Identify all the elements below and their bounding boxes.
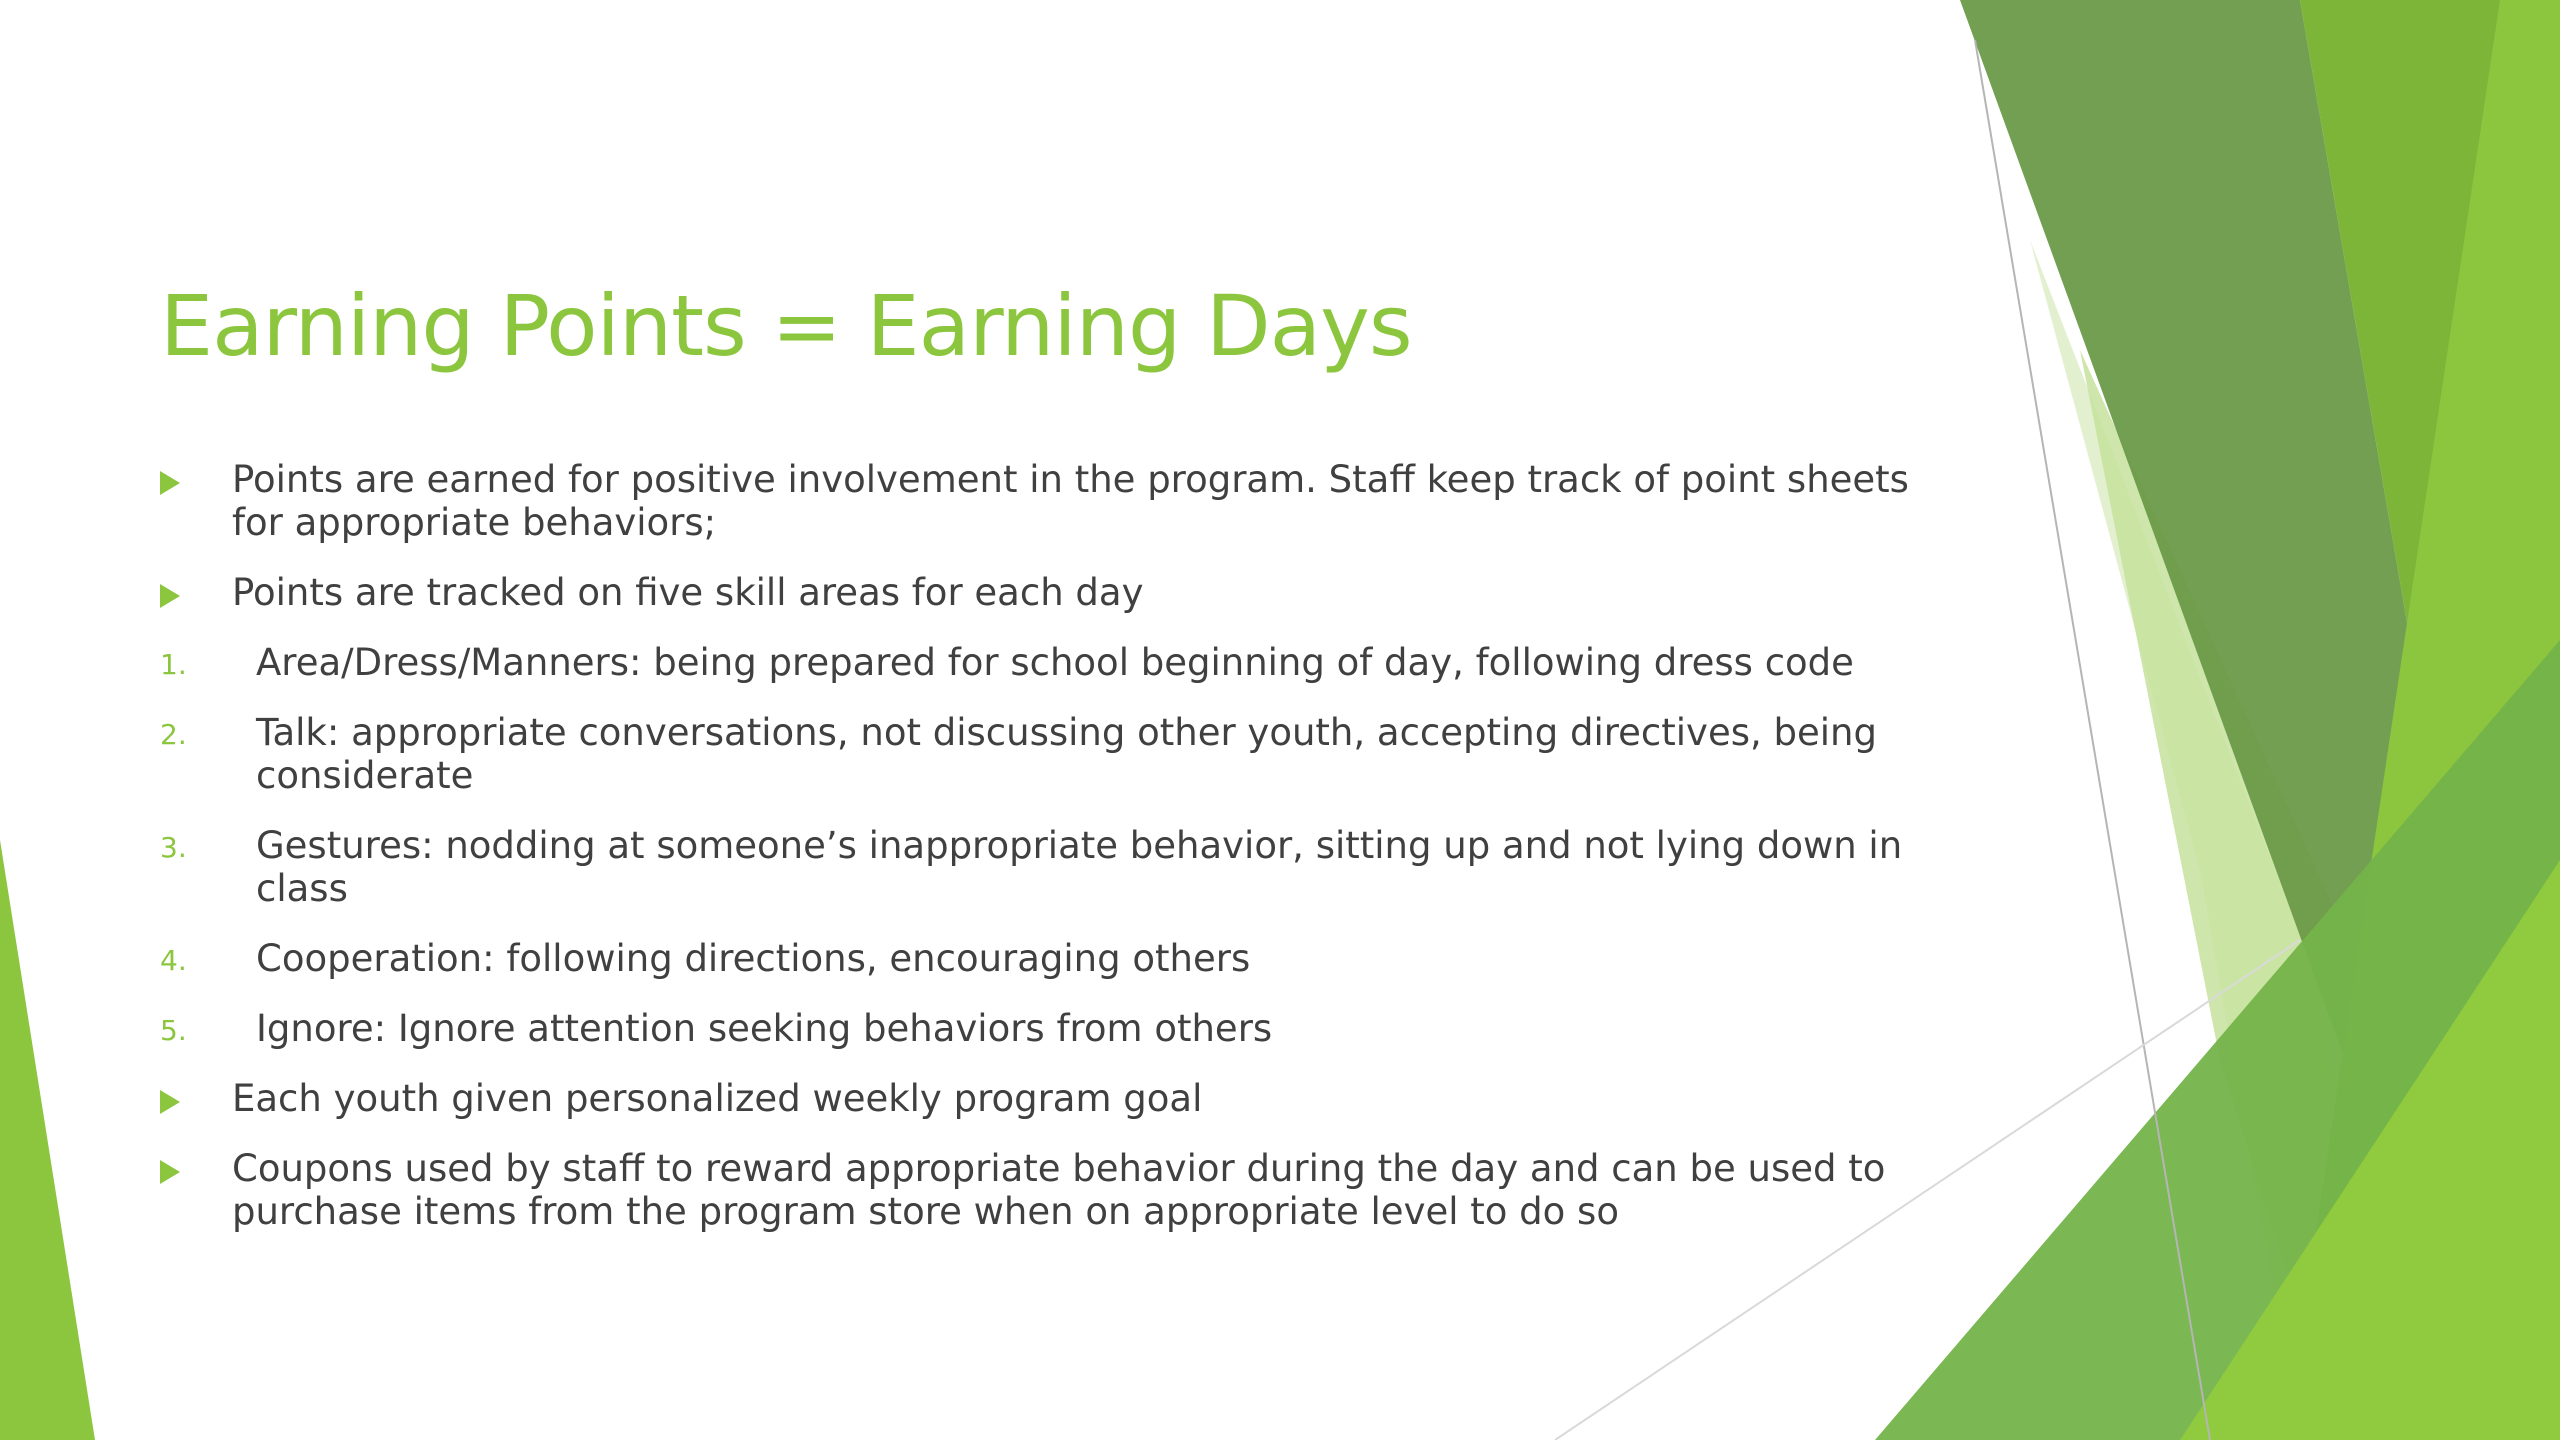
bullet-text: Coupons used by staff to reward appropriate behavior during the day and can be used to purchase items from the program store when on appropriate level to do so [232, 1147, 1886, 1233]
numbered-text: Cooperation: following directions, encouraging others [256, 937, 1251, 980]
left-green-wedge [0, 840, 95, 1440]
item-number: 4. [160, 944, 187, 977]
bullet-text: Points are tracked on five skill areas for each day [232, 571, 1144, 614]
bullet-arrow-icon [160, 1090, 180, 1114]
bullet-item [160, 1077, 1920, 1120]
bullet-arrow-icon [160, 471, 180, 495]
bullet-item [160, 458, 1920, 544]
slide-title: Earning Points = Earning Days [160, 277, 1412, 375]
numbered-text: Gestures: nodding at someone’s inappropriate behavior, sitting up and not lying down in class [256, 824, 1903, 910]
bullet-item [160, 1147, 1920, 1233]
bullet-arrow-icon [160, 584, 180, 608]
numbered-item [160, 824, 1920, 910]
slide-body [160, 458, 1920, 1260]
numbered-item [160, 641, 1920, 684]
item-number: 3. [160, 831, 187, 864]
bullet-text: Points are earned for positive involvement in the program. Staff keep track of point sheets for appropriate behaviors; [232, 458, 1909, 544]
numbered-item [160, 937, 1920, 980]
item-number: 2. [160, 718, 187, 751]
numbered-item [160, 711, 1920, 797]
numbered-text: Area/Dress/Manners: being prepared for school beginning of day, following dress code [256, 641, 1854, 684]
bullet-text: Each youth given personalized weekly program goal [232, 1077, 1203, 1120]
item-number: 5. [160, 1014, 187, 1047]
bullet-arrow-icon [160, 1160, 180, 1184]
item-number: 1. [160, 648, 187, 681]
numbered-text: Talk: appropriate conversations, not discussing other youth, accepting directives, being considerate [256, 711, 1877, 797]
bullet-item [160, 571, 1920, 614]
numbered-text: Ignore: Ignore attention seeking behaviors from others [256, 1007, 1273, 1050]
numbered-item [160, 1007, 1920, 1050]
